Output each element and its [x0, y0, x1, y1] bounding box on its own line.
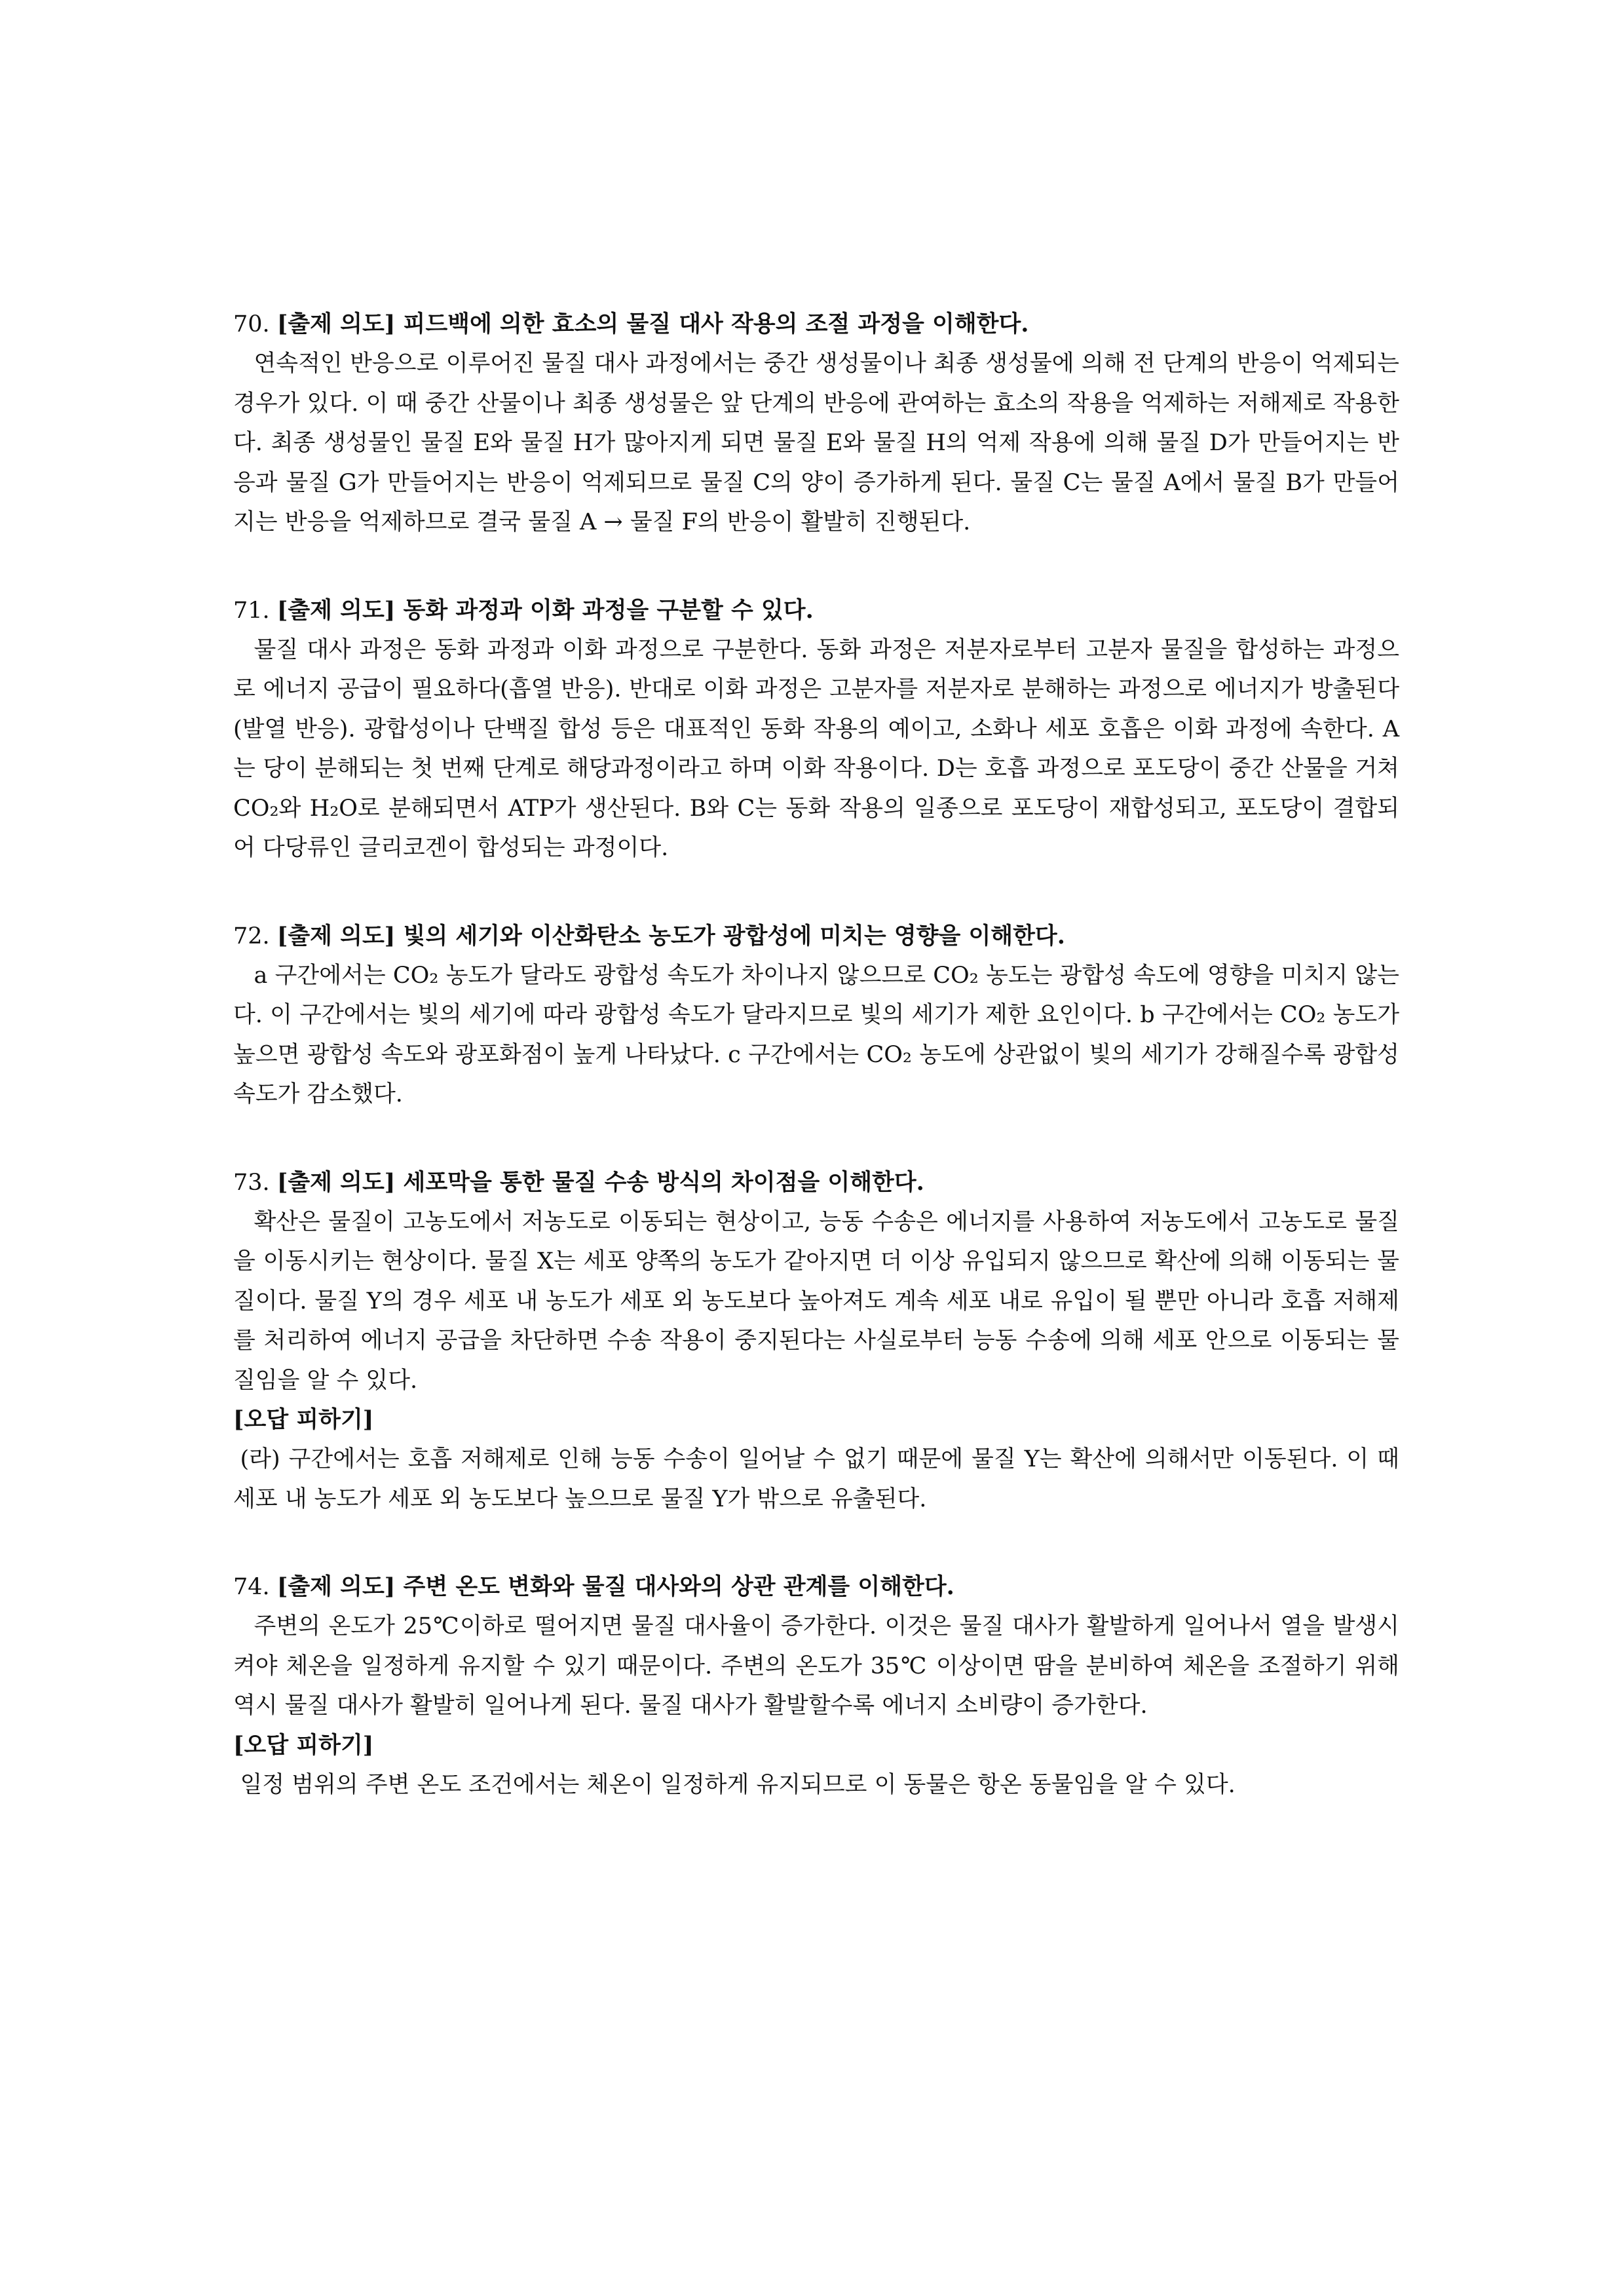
avoid-wrong-answer-text: (라) 구간에서는 호흡 저해제로 인해 능동 수송이 일어날 수 없기 때문에 물질 Y는 확산에 의해서만 이동된다. 이 때 세포 내 농도가 세포 외 농도보다 높으므로 물질 Y가 밖으로 유출된다.: [233, 1446, 1399, 1512]
avoid-wrong-answer-heading: [오답 피하기]: [233, 1406, 374, 1433]
question-72-explanation: a 구간에서는 CO₂ 농도가 달라도 광합성 속도가 차이나지 않으므로 CO₂ 농도는 광합성 속도에 영향을 미치지 않는다. 이 구간에서는 빛의 세기에 따라 광합성 속도가 달라지므로 빛의 세기가 제한 요인이다. b 구간에서는 CO₂ 농도가 높으면 광합성 속도와 광포화점이 높게 나타났다. c 구간에서는 CO₂ 농도에 상관없이 빛의 세기가 강해질수록 광합성 속도가 감소했다.: [233, 962, 1399, 1107]
question-number: 71.: [233, 597, 270, 624]
question-70-section: [233, 305, 1399, 543]
question-number: 73.: [233, 1169, 270, 1196]
question-title: [출제 의도] 동화 과정과 이화 과정을 구분할 수 있다.: [276, 596, 814, 624]
question-74-explanation: 주변의 온도가 25℃이하로 떨어지면 물질 대사율이 증가한다. 이것은 물질 대사가 활발하게 일어나서 열을 발생시켜야 체온을 일정하게 유지할 수 있기 때문이다. 주변의 온도가 35℃ 이상이면 땀을 분비하여 체온을 조절하기 위해 역시 물질 대사가 활발히 일어나게 된다. 물질 대사가 활발할수록 에너지 소비량이 증가한다.: [233, 1613, 1399, 1719]
question-number: 70.: [233, 311, 270, 337]
avoid-wrong-answer-text: 일정 범위의 주변 온도 조건에서는 체온이 일정하게 유지되므로 이 동물은 항온 동물임을 알 수 있다.: [240, 1771, 1236, 1798]
question-71-section: [233, 591, 1399, 868]
question-74-heading: [233, 1567, 1399, 1607]
question-74-section: [233, 1567, 1399, 1805]
question-70-heading: [233, 305, 1399, 344]
question-71-explanation: 물질 대사 과정은 동화 과정과 이화 과정으로 구분한다. 동화 과정은 저분자로부터 고분자 물질을 합성하는 과정으로 에너지 공급이 필요하다(흡열 반응). 반대로 이화 과정은 고분자를 저분자로 분해하는 과정으로 에너지가 방출된다(발열 반응). 광합성이나 단백질 합성 등은 대표적인 동화 작용의 예이고, 소화나 세포 호흡은 이화 과정에 속한다. A는 당이 분해되는 첫 번째 단계로 해당과정이라고 하며 이화 작용이다. D는 호흡 과정으로 포도당이 중간 산물을 거쳐 CO₂와 H₂O로 분해되면서 ATP가 생산된다. B와 C는 동화 작용의 일종으로 포도당이 재합성되고, 포도당이 결합되어 다당류인 글리코겐이 합성되는 과정이다.: [233, 636, 1399, 861]
question-73-section: [233, 1163, 1399, 1520]
question-73-explanation: 확산은 물질이 고농도에서 저농도로 이동되는 현상이고, 능동 수송은 에너지를 사용하여 저농도에서 고농도로 물질을 이동시키는 현상이다. 물질 X는 세포 양쪽의 농도가 같아지면 더 이상 유입되지 않으므로 확산에 의해 이동되는 물질이다. 물질 Y의 경우 세포 내 농도가 세포 외 농도보다 높아져도 계속 세포 내로 유입이 될 뿐만 아니라 호흡 저해제를 처리하여 에너지 공급을 차단하면 수송 작용이 중지된다는 사실로부터 능동 수송에 의해 세포 안으로 이동되는 물질임을 알 수 있다.: [233, 1208, 1399, 1394]
question-71-heading: [233, 591, 1399, 630]
question-title: [출제 의도] 주변 온도 변화와 물질 대사와의 상관 관계를 이해한다.: [276, 1573, 954, 1600]
question-70-explanation: 연속적인 반응으로 이루어진 물질 대사 과정에서는 중간 생성물이나 최종 생성물에 의해 전 단계의 반응이 억제되는 경우가 있다. 이 때 중간 산물이나 최종 생성물은 앞 단계의 반응에 관여하는 효소의 작용을 억제하는 저해제로 작용한다. 최종 생성물인 물질 E와 물질 H가 많아지게 되면 물질 E와 물질 H의 억제 작용에 의해 물질 D가 만들어지는 반응과 물질 G가 만들어지는 반응이 억제되므로 물질 C의 양이 증가하게 된다. 물질 C는 물질 A에서 물질 B가 만들어지는 반응을 억제하므로 결국 물질 A → 물질 F의 반응이 활발히 진행된다.: [233, 351, 1400, 535]
question-73-heading: [233, 1163, 1399, 1202]
question-number: 74.: [233, 1574, 270, 1600]
avoid-wrong-answer-heading: [오답 피하기]: [233, 1731, 374, 1759]
question-72-section: [233, 917, 1399, 1115]
answer-explanation-page: [233, 305, 1399, 1853]
question-title: [출제 의도] 피드백에 의한 효소의 물질 대사 작용의 조절 과정을 이해한다.: [276, 311, 1029, 337]
question-title: [출제 의도] 세포막을 통한 물질 수송 방식의 차이점을 이해한다.: [276, 1168, 924, 1196]
question-72-heading: [233, 917, 1399, 956]
question-number: 72.: [233, 923, 270, 949]
question-title: [출제 의도] 빛의 세기와 이산화탄소 농도가 광합성에 미치는 영향을 이해한다.: [276, 922, 1065, 949]
